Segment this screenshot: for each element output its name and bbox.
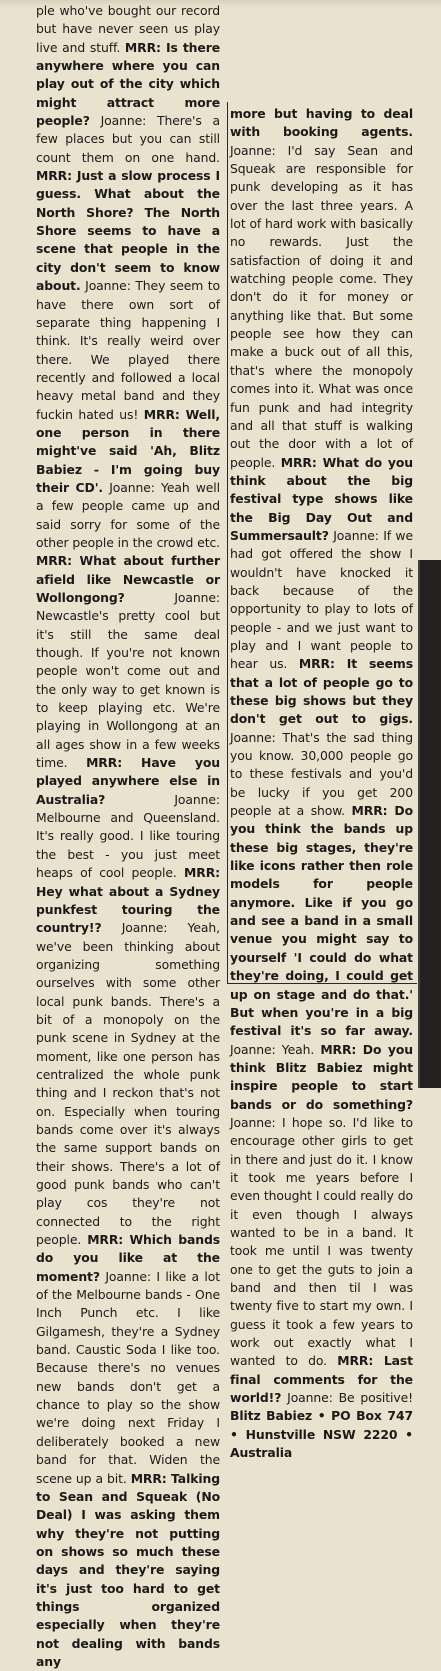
question-run: MRR: Just a slow process I guess. What about the North Shore? The North Shore seems to have a scene that people in the city don't seem to know about. [36,168,220,294]
answer-run: Joanne: I like a lot of the Melbourne bands - One Inch Punch etc. I like Gilgamesh, they're a Sydney band. Caustic Soda I like too. Because there's no venues new bands don't get a chance to play so the show we're doing next Friday I deliberately booked a new band for that. Widen the scene up a bit. [36,1268,220,1486]
text-run: ple who've bought our record but have never seen us play live and stuff. [36,3,220,55]
answer-run: Joanne: Yeah, we've been thinking about organizing something ourselves with some other local punk bands. There's a bit of a monopoly on the punk scene in Sydney at the moment, like one person has centralized the whole punk thing and I reckon that's not on. Especially when touring bands come over it's always the same support bands on their shows. There's a lot of good punk bands who can't play cos they're not connected to the right people. [36,920,220,1248]
question-run: MRR: It seems that a lot of people go to these big shows but they don't get out to gigs. [230,656,413,727]
answer-run: Joanne: They seem to have there own sort of separate thing happening I think. It's really weird over there. We played there recently and followed a local heavy metal band and they fuckin hated us! [36,278,220,422]
answer-run: Joanne: Be positive! [281,1390,413,1406]
answer-run: Joanne: Yeah. [230,1041,321,1057]
answer-run: Joanne: If we had got offered the show I wouldn't have knocked it back because of the opportunity to play to lots of people - and we just want to play and I want people to hear us. [230,527,413,672]
answer-run: Joanne: Yeah well a few people came up and said sorry for some of the other people in the crowd etc. [36,479,220,550]
question-run: MRR: Do you think Blitz Babiez might inspire people to start bands or do something? [230,1041,413,1112]
left-column-paragraph [36,2,220,1671]
left-text-column [36,2,220,1671]
photo-edge-panel [418,560,441,1088]
answer-run: Joanne: There's a few places but you can still count them on one hand. [36,113,220,165]
question-run: MRR: What about further afield like Newcastle or Wollongong? [36,553,220,605]
question-run: MRR: Have you played anywhere else in Australia? [36,755,220,807]
question-run: MRR: Is there anywhere where you can play out of the city which might attract more people? [36,39,221,129]
question-run: MRR: Last final comments for the world!? [230,1353,413,1406]
right-text-column [230,105,413,1462]
question-run: MRR: Hey what about a Sydney punkfest touring the country!? [36,865,220,936]
right-column-paragraph [230,105,413,1462]
contact-address: Blitz Babiez • PO Box 747 • Hunstville NSW 2220 • Australia [230,1408,413,1461]
question-run: MRR: Do you think the bands up these big stages, they're like icons rather then role models for people anymore. Like if you go and see a band in a small venue you might say to yourself 'I could do what they're doing, I could get up on stage and do that.' But when you're in a big festival it's so far away. [230,803,414,1039]
question-run: more but having to deal with booking agents. [230,106,413,140]
answer-run: Joanne: Newcastle's pretty cool but it's still the same deal though. If you're not known people won't come out and the only way to get known is to keep playing etc. We're playing in Wollongong at an all ages show in a few weeks time. [36,590,220,771]
question-run: MRR: Talking to Sean and Squeak (No Deal) I was asking them why they're not putting on shows so much these days and they're saying it's just too hard to get things organized especially when they're not dealing with bands any [36,1470,220,1669]
column-divider [227,102,228,984]
question-run: MRR: What do you think about the big festival type shows like the Big Day Out and Summersault? [230,454,414,543]
answer-run: Joanne: I'd say Sean and Squeak are responsible for punk developing as it has over the last three years. A lot of hard work with basically no rewards. Just the satisfaction of doing it and watching people come. They don't do it for money or anything like that. But some people see how they can make a buck out of all this, that's where the monopoly comes into it. What was once fun punk and had integrity and all that stuff is walking out the door with a lot of people. [230,142,413,470]
answer-run: Joanne: Melbourne and Queensland. It's really good. I like touring the best - you just meet heaps of cool people. [36,791,220,881]
bottom-rule [227,983,417,984]
question-run: MRR: Well, one person in there might've said 'Ah, Blitz Babiez - I'm going buy their CD'. [36,406,220,495]
answer-run: Joanne: That's the sad thing you know. 30,000 people go to these festivals and you'd be lucky if you get 200 people at a show. [230,729,413,819]
answer-run: Joanne: I hope so. I'd like to encourage other girls to get in there and just do it. I know it took me years before I even thought I could really do it even though I always wanted to be in a band. It took me until I was twenty one to get the guts to join a band and then til I was twenty five to start my own. I guess it took a few years to work out exactly what I wanted to do. [230,1114,413,1369]
question-run: MRR: Which bands do you like at the moment? [36,1232,220,1284]
